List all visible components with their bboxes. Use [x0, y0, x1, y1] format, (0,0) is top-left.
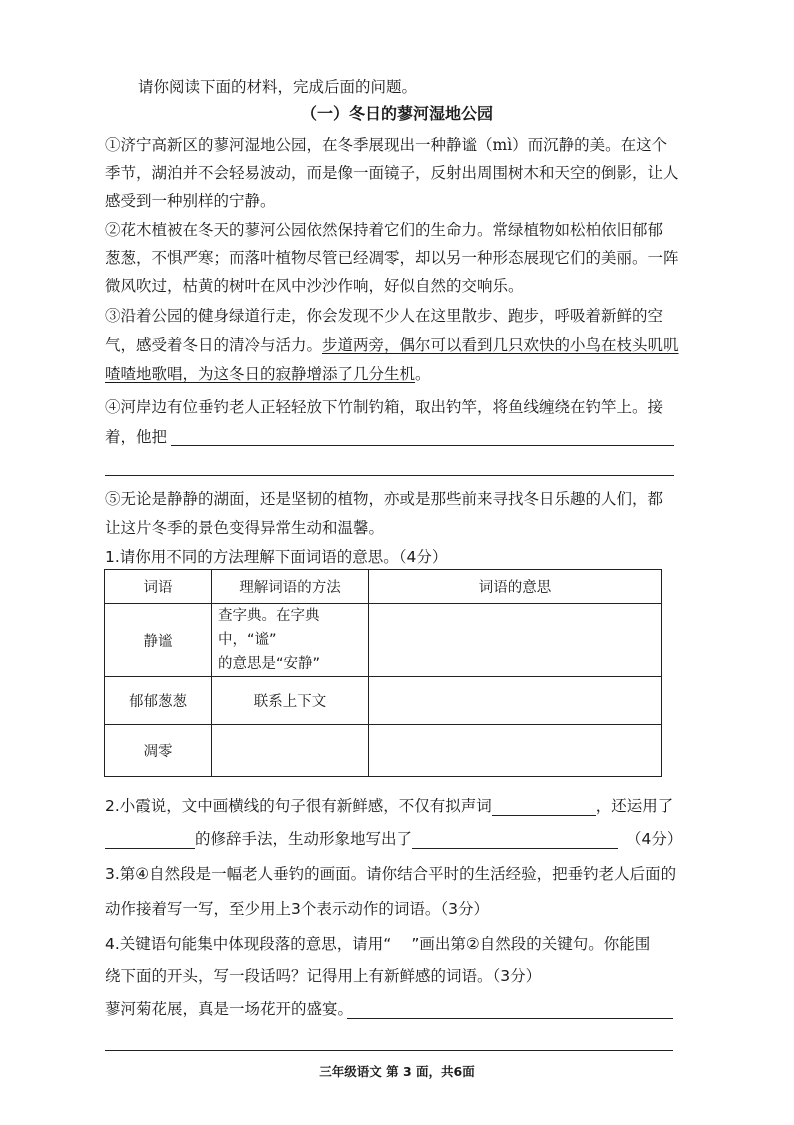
q4-answer-line[interactable] — [347, 1018, 673, 1019]
passage-p3-line3 — [105, 364, 675, 384]
answer-line-p4-1[interactable] — [171, 445, 674, 446]
q2-text2: ，还运用了 — [595, 797, 674, 815]
passage-p3-line1: ③沿着公园的健身绿道行走，你会发现不少人在这里散步、跑步，呼吸着新鲜的空 — [105, 307, 664, 325]
passage-p3-line2 — [105, 335, 679, 355]
passage-p1-line1: ①济宁高新区的蓼河湿地公园，在冬季展现出一种静谧（mì）而沉静的美。在这个 — [105, 136, 668, 154]
passage-p1-line2: 季节，湖泊并不会轻易波动，而是像一面镜子，反射出周围树木和天空的倒影，让人 — [105, 164, 679, 182]
q2-line1 — [105, 796, 685, 816]
underlined-sentence-part2: 喳喳地歌唱，为这冬日的寂静增添了几分生机 — [105, 365, 416, 383]
answer-line-p4-2[interactable] — [105, 475, 674, 476]
passage-p5-line2: 让这片冬季的景色变得异常生动和温馨。 — [105, 519, 385, 537]
q1-prompt: 1.请你用不同的方法理解下面词语的意思。（4分） — [105, 548, 448, 566]
passage-p3-line3-end: 。 — [415, 365, 431, 383]
q2-line2 — [105, 829, 683, 849]
q4-line3: 蓼河菊花展，真是一场花开的盛宴。 — [105, 1000, 354, 1018]
table-row — [105, 725, 662, 777]
method-line2: 的意思是“安静” — [218, 656, 321, 672]
passage-p2-line2: 葱葱，不惧严寒；而落叶植物尽管已经凋零，却以另一种形态展现它们的美丽。一阵 — [105, 249, 679, 267]
passage-p2-line3: 微风吹过，枯黄的树叶在风中沙沙作响，好似自然的交响乐。 — [105, 277, 524, 295]
header-word: 词语 — [105, 570, 212, 604]
method-line1: 查字典。在字典中，“谧” — [218, 608, 320, 648]
q3-line2: 动作接着写一写，至少用上3个表示动作的词语。（3分） — [105, 900, 489, 918]
word-cell: 静谧 — [105, 604, 212, 677]
passage-p2-line1: ②花木植被在冬天的蓼河公园依然保持着它们的生命力。常绿植物如松柏依旧郁郁 — [105, 221, 664, 239]
q3-line1: 3.第④自然段是一幅老人垂钓的画面。请你结合平时的生活经验，把垂钓老人后面的 — [105, 865, 677, 883]
q2-score: （4分） — [626, 830, 683, 848]
table-header-row — [105, 570, 662, 604]
table-row — [105, 677, 662, 725]
underlined-sentence-part1: 步道两旁，偶尔可以看到几只欢快的小鸟在枝头叽叽 — [322, 336, 679, 354]
footer-rule — [105, 1050, 673, 1051]
q4-line1 — [105, 934, 675, 954]
word-cell: 凋零 — [105, 725, 212, 777]
word-cell: 郁郁葱葱 — [105, 677, 212, 725]
passage-title: （一）冬日的蓼河湿地公园 — [300, 104, 493, 123]
q2-text3: 的修辞手法，生动形象地写出了 — [195, 830, 413, 848]
q2-text1: 2.小霞说，文中画横线的句子很有新鲜感，不仅有拟声词 — [105, 797, 492, 815]
header-method: 理解词语的方法 — [212, 570, 369, 604]
passage-p3-line2-text: 气，感受着冬日的清冷与活力。 — [105, 336, 323, 354]
method-cell: 联系上下文 — [212, 677, 369, 725]
q4-text1: 4.关键语句能集中体现段落的意思，请用“ — [105, 935, 392, 953]
passage-p4-line1: ④河岸边有位垂钓老人正轻轻放下竹制钓箱，取出钓竿，将鱼线缠绕在钓竿上。接 — [105, 398, 664, 416]
intro-text: 请你阅读下面的材料，完成后面的问题。 — [138, 78, 418, 96]
meaning-answer-cell[interactable] — [369, 604, 662, 677]
q4-line2: 绕下面的开头，写一段话吗？记得用上有新鲜感的词语。（3分） — [105, 967, 542, 985]
vocab-table — [104, 569, 662, 777]
method-answer-cell[interactable] — [212, 725, 369, 777]
page-footer: 三年级语文 第 3 面，共6面 — [319, 1064, 475, 1079]
method-cell — [212, 604, 369, 677]
q2-blank-rhetoric[interactable] — [105, 832, 195, 849]
passage-p4-line2: 着，他把 — [105, 428, 168, 446]
table-row — [105, 604, 662, 677]
passage-p5-line1: ⑤无论是静静的湖面，还是坚韧的植物，亦或是那些前来寻找冬日乐趣的人们，都 — [105, 490, 664, 508]
q4-text2: ”画出第②自然段的关键句。你能围 — [411, 935, 651, 953]
q2-blank-description[interactable] — [412, 832, 618, 849]
q2-blank-onomatopoeia[interactable] — [492, 799, 596, 816]
header-meaning: 词语的意思 — [369, 570, 662, 604]
meaning-answer-cell[interactable] — [369, 677, 662, 725]
meaning-answer-cell[interactable] — [369, 725, 662, 777]
passage-p1-line3: 感受到一种别样的宁静。 — [105, 192, 276, 210]
